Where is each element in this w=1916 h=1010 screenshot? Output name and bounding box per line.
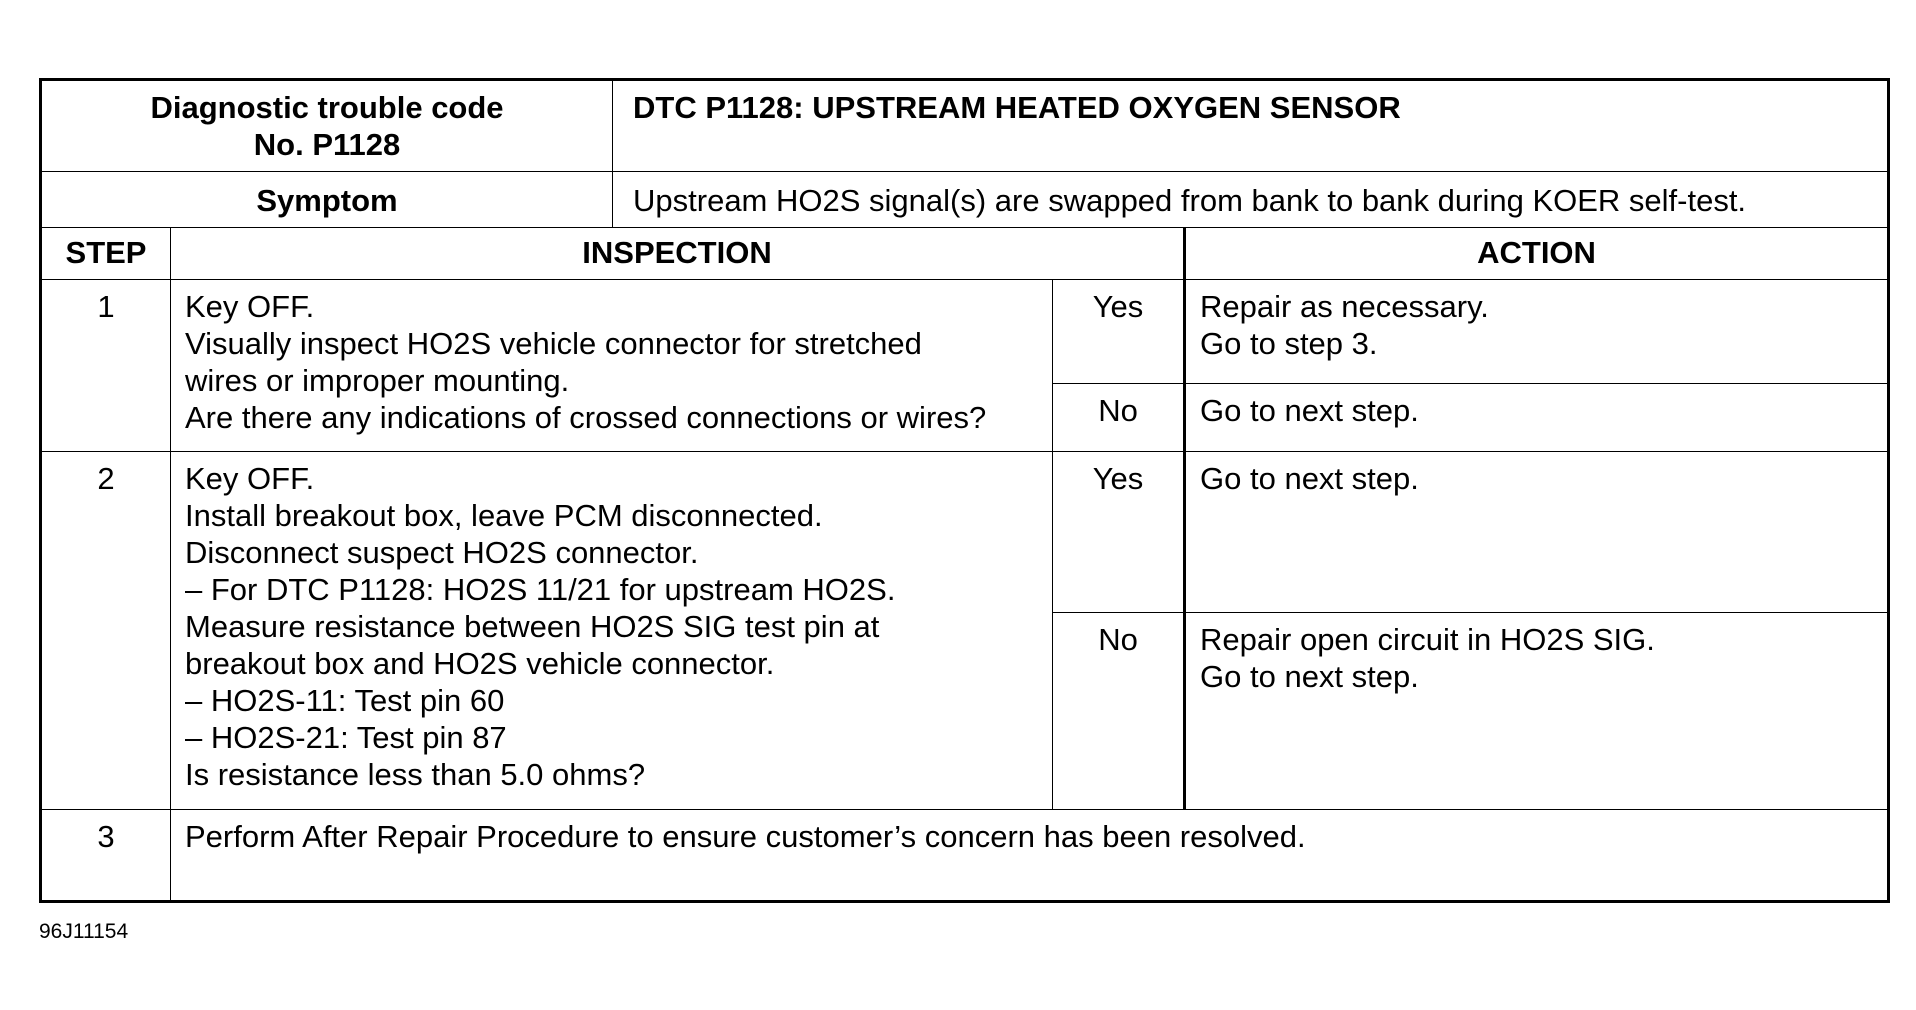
step-2-yes-action-line: Go to next step. <box>1200 461 1419 496</box>
col-step-header: STEP <box>41 228 171 280</box>
symptom-row <box>41 172 1889 228</box>
step-1-yes-label: Yes <box>1053 280 1185 384</box>
step-1-yes-row <box>41 280 1889 384</box>
dtc-procedure-table <box>39 78 1890 903</box>
step-2-yes-row <box>41 452 1889 613</box>
step-2-inspection-line: breakout box and HO2S vehicle connector. <box>185 646 775 681</box>
code-label-line1: Diagnostic trouble code <box>150 90 504 125</box>
code-label-cell <box>41 80 613 172</box>
step-2-inspection-line: Measure resistance between HO2S SIG test pin at <box>185 609 880 644</box>
step-1-no-action-line: Go to next step. <box>1200 393 1419 428</box>
step-2-inspection-line: Install breakout box, leave PCM disconnected. <box>185 498 823 533</box>
symptom-text: Upstream HO2S signal(s) are swapped from bank to bank during KOER self-test. <box>613 172 1889 228</box>
step-1-yes-action <box>1185 280 1889 384</box>
step-2-inspection <box>171 452 1053 810</box>
dtc-title: DTC P1128: UPSTREAM HEATED OXYGEN SENSOR <box>633 90 1401 125</box>
col-inspection-header: INSPECTION <box>171 228 1185 280</box>
step-2-no-label: No <box>1053 613 1185 810</box>
step-1-no-action <box>1185 384 1889 452</box>
step-1-inspection-line: Key OFF. <box>185 289 315 324</box>
step-1-no-label: No <box>1053 384 1185 452</box>
step-1-inspection <box>171 280 1053 452</box>
step-1-inspection-line: Visually inspect HO2S vehicle connector for stretched <box>185 326 922 361</box>
column-header-row <box>41 228 1889 280</box>
step-1-yes-action-line: Repair as necessary. <box>1200 289 1489 324</box>
step-2-inspection-line: Key OFF. <box>185 461 315 496</box>
step-2-number: 2 <box>41 452 171 810</box>
step-3-text: Perform After Repair Procedure to ensure customer’s concern has been resolved. <box>171 810 1889 902</box>
step-3-number: 3 <box>41 810 171 902</box>
step-2-inspection-line: Disconnect suspect HO2S connector. <box>185 535 699 570</box>
col-action-header: ACTION <box>1185 228 1889 280</box>
step-2-no-action-line: Repair open circuit in HO2S SIG. <box>1200 622 1655 657</box>
step-2-yes-action <box>1185 452 1889 613</box>
code-label-line2: No. P1128 <box>253 127 401 162</box>
dtc-title-cell <box>613 80 1889 172</box>
header-row <box>41 80 1889 172</box>
step-1-inspection-line: wires or improper mounting. <box>185 363 570 398</box>
symptom-label: Symptom <box>41 172 613 228</box>
step-2-inspection-line: – HO2S-21: Test pin 87 <box>185 720 507 755</box>
figure-id: 96J11154 <box>39 920 129 943</box>
step-1-number: 1 <box>41 280 171 452</box>
step-2-inspection-line: Is resistance less than 5.0 ohms? <box>185 757 646 792</box>
step-2-no-action-line: Go to next step. <box>1200 659 1419 694</box>
step-3-row <box>41 810 1889 902</box>
step-1-inspection-line: Are there any indications of crossed connections or wires? <box>185 400 987 435</box>
step-2-no-action <box>1185 613 1889 810</box>
step-2-inspection-line: – For DTC P1128: HO2S 11/21 for upstream HO2S. <box>185 572 896 607</box>
step-2-inspection-line: – HO2S-11: Test pin 60 <box>185 683 505 718</box>
step-1-yes-action-line: Go to step 3. <box>1200 326 1378 361</box>
step-2-yes-label: Yes <box>1053 452 1185 613</box>
